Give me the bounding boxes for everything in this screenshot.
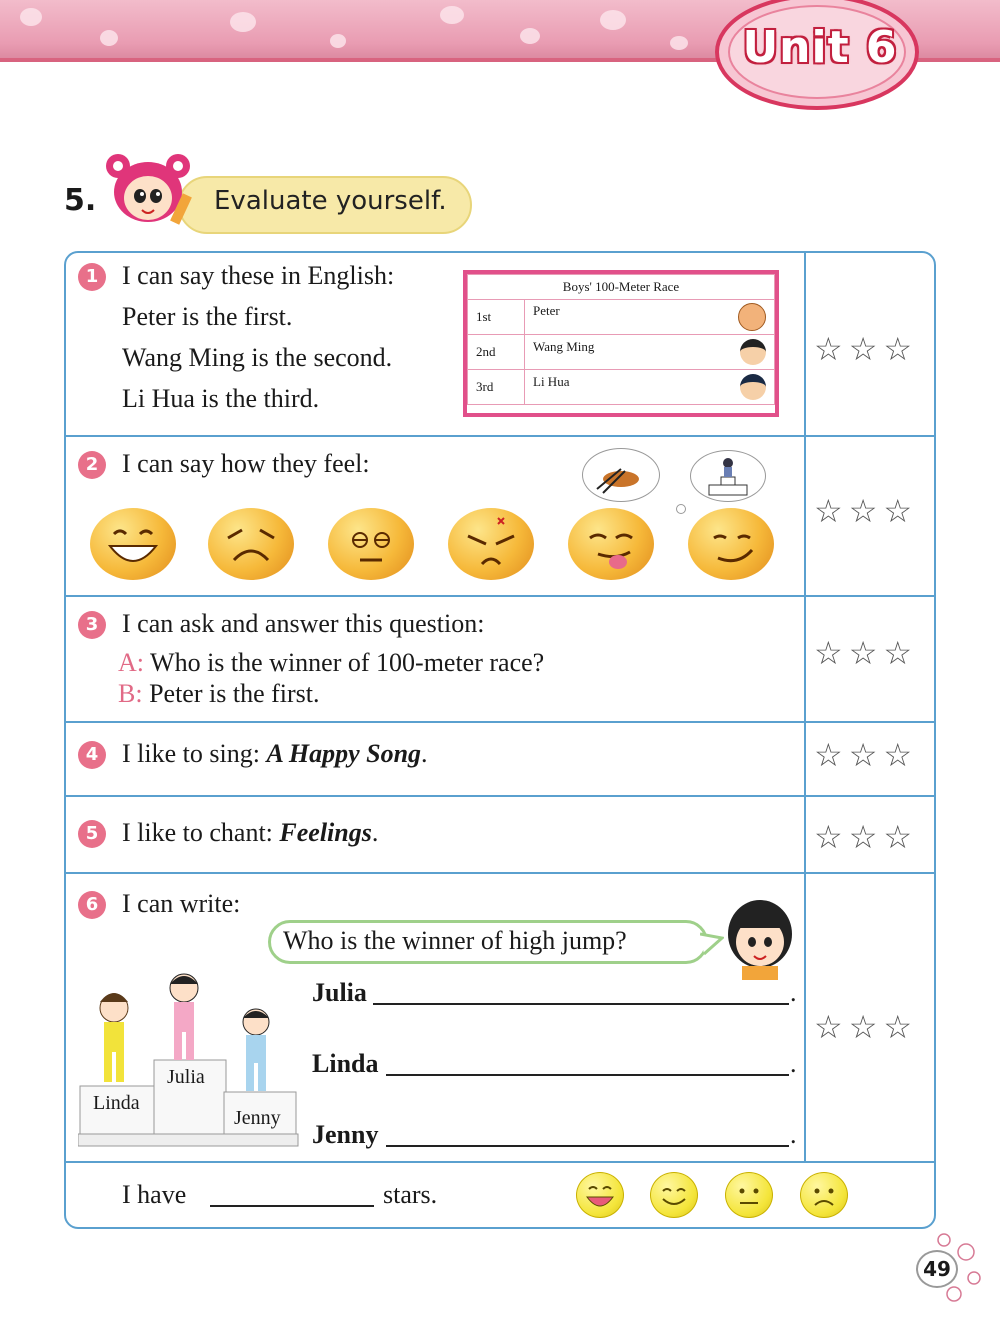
table-row <box>468 370 775 405</box>
unit-label: Unit 6 <box>742 22 898 73</box>
race-name: Wang Ming <box>533 339 595 354</box>
chant-title: Feelings <box>279 818 372 847</box>
speaker-a-label: A: <box>118 648 144 677</box>
speech-question: Who is the winner of high jump? <box>283 926 627 955</box>
rating-stars[interactable]: ☆☆☆ <box>814 492 919 530</box>
neutral-face-icon[interactable] <box>725 1172 773 1218</box>
stars-column-divider <box>804 251 806 1163</box>
row-number-badge: 1 <box>78 263 106 291</box>
writing-name-label: Jenny <box>312 1120 379 1149</box>
hungry-face-icon <box>568 508 654 580</box>
stars-count-line[interactable] <box>210 1205 374 1207</box>
writing-line[interactable] <box>373 1003 789 1005</box>
mascot-girl-icon <box>100 152 196 232</box>
writing-line[interactable] <box>386 1074 789 1076</box>
rating-stars[interactable]: ☆☆☆ <box>814 736 919 774</box>
summary-prefix: I have <box>122 1180 187 1209</box>
row-number-badge: 2 <box>78 451 106 479</box>
food-thought-bubble <box>582 448 660 502</box>
row1-line: Wang Ming is the second. <box>122 343 393 372</box>
boy-avatar-icon <box>738 303 766 331</box>
row2-heading: I can say how they feel: <box>122 449 370 478</box>
row-divider <box>64 795 936 797</box>
row5-text: I like to chant: Feelings. <box>122 818 379 847</box>
speaker-b-label: B: <box>118 679 143 708</box>
section-number: 5. <box>64 183 97 218</box>
answer-text: Peter is the first. <box>149 679 320 708</box>
song-title: A Happy Song <box>266 739 422 768</box>
rating-stars[interactable]: ☆☆☆ <box>814 330 919 368</box>
sad-face-icon <box>208 508 294 580</box>
section-title: Evaluate yourself. <box>214 186 447 216</box>
happy-face-icon <box>688 508 774 580</box>
summary-suffix: stars. <box>383 1180 438 1209</box>
writing-name-label: Linda <box>312 1049 379 1078</box>
race-place: 1st <box>468 300 525 335</box>
laughing-face-icon <box>90 508 176 580</box>
row-divider <box>64 1161 936 1163</box>
question-text: Who is the winner of 100-meter race? <box>150 648 545 677</box>
row6-heading: I can write: <box>122 889 241 918</box>
race-result-table <box>463 270 779 417</box>
row3-heading: I can ask and answer this question: <box>122 609 485 638</box>
row1-line: Li Hua is the third. <box>122 384 320 413</box>
sad-face-icon[interactable] <box>800 1172 848 1218</box>
row-divider <box>64 872 936 874</box>
race-place: 2nd <box>468 335 525 370</box>
race-name: Peter <box>533 303 560 318</box>
laughing-face-icon[interactable] <box>576 1172 624 1218</box>
row-number-badge: 4 <box>78 741 106 769</box>
writing-name-label: Julia <box>312 978 367 1007</box>
race-place: 3rd <box>468 370 525 405</box>
boy-avatar-icon <box>740 374 766 400</box>
table-row <box>468 300 775 335</box>
row-number-badge: 5 <box>78 820 106 848</box>
angry-face-icon <box>448 508 534 580</box>
row-number-badge: 3 <box>78 611 106 639</box>
row-divider <box>64 435 936 437</box>
race-name: Li Hua <box>533 374 570 389</box>
writing-line[interactable] <box>386 1145 789 1147</box>
row4-text: I like to sing: A Happy Song. <box>122 739 428 768</box>
table-row <box>468 335 775 370</box>
race-table-title: Boys' 100-Meter Race <box>468 275 775 300</box>
page-number: 49 <box>916 1250 958 1288</box>
bubble-dot <box>676 504 686 514</box>
podium-label: Linda <box>93 1092 140 1114</box>
rating-stars[interactable]: ☆☆☆ <box>814 634 919 672</box>
row1-heading: I can say these in English: <box>122 261 395 290</box>
podium-label: Julia <box>167 1066 205 1088</box>
bored-face-icon <box>328 508 414 580</box>
rating-stars[interactable]: ☆☆☆ <box>814 818 919 856</box>
row-divider <box>64 595 936 597</box>
row1-line: Peter is the first. <box>122 302 293 331</box>
row-number-badge: 6 <box>78 891 106 919</box>
rating-stars[interactable]: ☆☆☆ <box>814 1008 919 1046</box>
boy-avatar-icon <box>740 339 766 365</box>
podium-label: Jenny <box>234 1107 281 1129</box>
row-divider <box>64 721 936 723</box>
podium-thought-bubble <box>690 450 766 502</box>
smiling-face-icon[interactable] <box>650 1172 698 1218</box>
girl-avatar-icon <box>718 896 798 980</box>
